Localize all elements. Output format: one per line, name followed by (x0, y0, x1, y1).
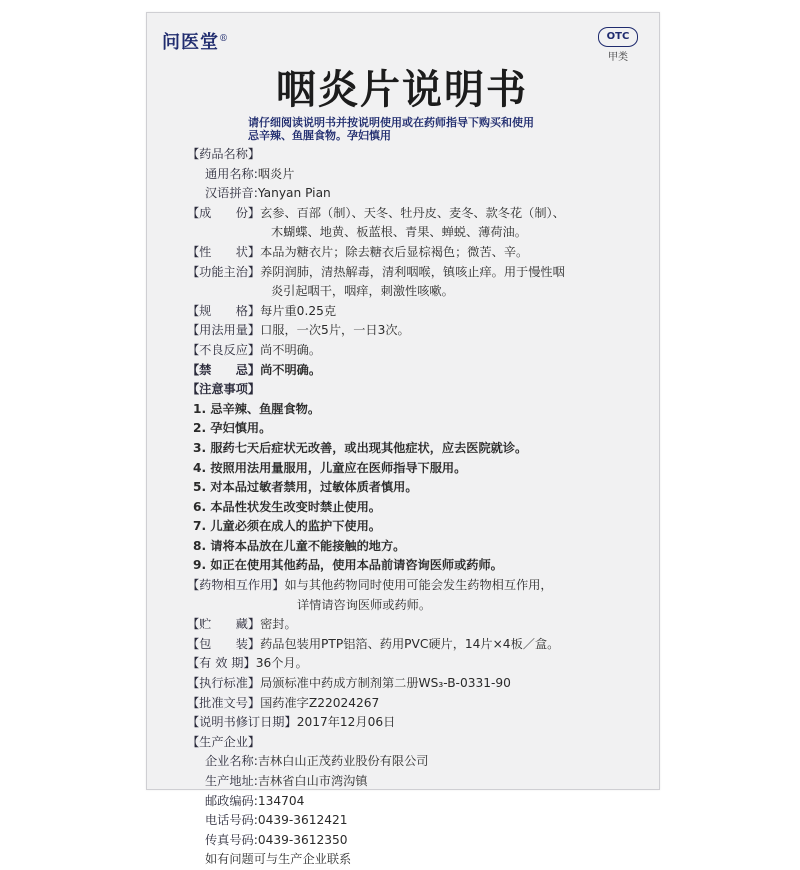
warning-text (248, 116, 578, 142)
function-row: 【功能主治】 养阴润肺，清热解毒，清利咽喉，镇咳止痒。用于慢性咽 (187, 264, 565, 279)
ingredients-row: 【成 份】 玄参、百部（制）、天冬、牡丹皮、麦冬、款冬花（制）、 (187, 205, 565, 220)
notes-header: 【注意事项】 (187, 382, 261, 397)
contact-line: 如有问题可与生产企业联系 (205, 852, 352, 867)
page-title: 咽炎片说明书 (276, 67, 528, 113)
note-item: 3. 服药七天后症状无改善，或出现其他症状，应去医院就诊。 (193, 440, 528, 455)
note-item: 7. 儿童必须在成人的监护下使用。 (193, 519, 381, 534)
storage-row: 【贮 藏】 密封。 (187, 617, 297, 632)
address-row: 生产地址: 吉林省白山市湾沟镇 (205, 774, 368, 788)
otc-category: 甲类 (608, 52, 628, 63)
usage-row: 【用法用量】 口服，一次5片，一日3次。 (187, 323, 410, 338)
character-row: 【性 状】 本品为糖衣片；除去糖衣后显棕褐色；微苦、辛。 (187, 244, 529, 259)
brand-registered-mark: ® (219, 34, 229, 44)
function-row-2: 炎引起咽干，咽痒，刺激性咳嗽。 (271, 284, 454, 299)
section-name-header: 【药品名称】 (187, 147, 261, 161)
note-item: 5. 对本品过敏者禁用，过敏体质者慎用。 (193, 480, 418, 495)
ingredients-row-2: 木蝴蝶、地黄、板蓝根、青果、蝉蜕、薄荷油。 (271, 225, 527, 240)
spec-row: 【规 格】 每片重0.25克 (187, 303, 337, 318)
pinyin-row: 汉语拼音: Yanyan Pian (205, 186, 331, 201)
interaction-row: 【药物相互作用】 如与其他药物同时使用可能会发生药物相互作用， (187, 578, 553, 593)
standard-row: 【执行标准】 局颁标准中药成方制剂第二册WS₃-B-0331-90 (187, 676, 511, 691)
validity-row: 【有 效 期】 36个月。 (187, 656, 308, 671)
note-item: 8. 请将本品放在儿童不能接触的地方。 (193, 538, 406, 553)
revision-row: 【说明书修订日期】 2017年12月06日 (187, 715, 396, 730)
note-item: 9. 如正在使用其他药品，使用本品前请咨询医师或药师。 (193, 558, 503, 573)
fax-row: 传真号码: 0439-3612350 (205, 832, 348, 847)
note-item: 4. 按照用法用量服用，儿童应在医师指导下服用。 (193, 460, 467, 475)
phone-row: 电话号码: 0439-3612421 (205, 813, 348, 828)
brand-logo (162, 28, 229, 54)
company-row: 企业名称: 吉林白山正茂药业股份有限公司 (205, 754, 429, 769)
warning-line-1: 请仔细阅读说明书并按说明使用或在药师指导下购买和使用 (248, 116, 534, 129)
interaction-row-2: 详情请咨询医师或药师。 (297, 597, 432, 612)
note-item: 6. 本品性状发生改变时禁止使用。 (193, 499, 381, 514)
generic-name-row: 通用名称: 咽炎片 (205, 166, 295, 181)
contraindication-row: 【禁 忌】 尚不明确。 (187, 362, 322, 377)
maker-header: 【生产企业】 (187, 734, 261, 749)
brand-name: 问医堂 (162, 32, 219, 53)
otc-badge: OTC (598, 27, 638, 47)
note-item: 1. 忌辛辣、鱼腥食物。 (193, 401, 321, 416)
adverse-row: 【不良反应】 尚不明确。 (187, 342, 322, 357)
instruction-content (187, 145, 647, 870)
note-item: 2. 孕妇慎用。 (193, 421, 272, 436)
package-row: 【包 装】 药品包装用PTP铝箔、药用PVC硬片，14片×4板／盒。 (187, 636, 560, 651)
postal-row: 邮政编码: 134704 (205, 793, 305, 808)
approval-row: 【批准文号】 国药准字Z22024267 (187, 695, 380, 710)
warning-line-2: 忌辛辣、鱼腥食物。孕妇慎用 (248, 129, 391, 142)
